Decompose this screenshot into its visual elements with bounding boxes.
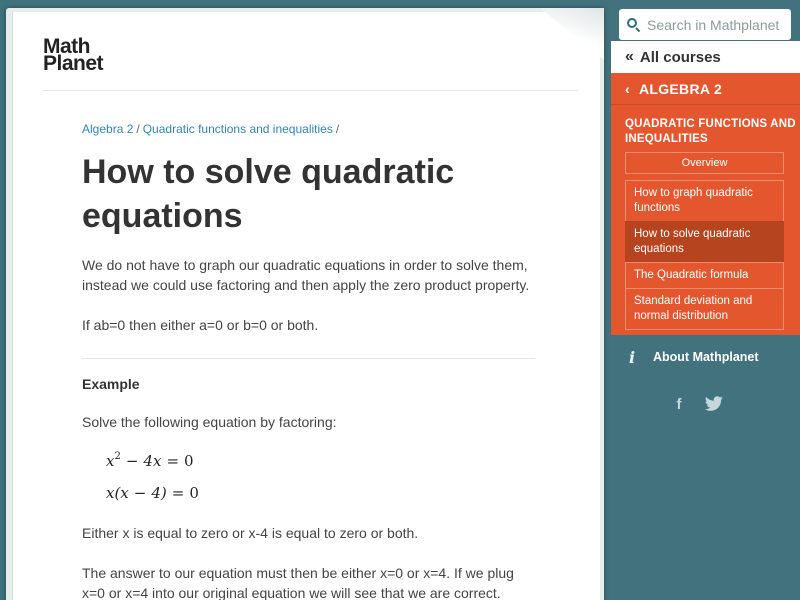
breadcrumb [82,122,537,142]
eq1-base: x [106,452,115,470]
lesson-list [625,180,784,330]
equation-1 [106,444,537,470]
section-title: QUADRATIC FUNCTIONS AND INEQUALITIES [625,118,796,145]
overview-link[interactable]: Overview [625,152,784,174]
breadcrumb-link-algebra-2[interactable]: Algebra 2 [82,122,134,136]
search-box[interactable] [619,9,791,40]
eq2-equals: = [171,484,185,502]
about-mathplanet-link[interactable] [611,343,800,371]
content-divider [82,358,535,359]
logo-line-2: Planet [43,52,104,75]
lesson-link-standard-deviation[interactable]: Standard deviation and normal distribution [625,288,784,330]
double-chevron-left-icon: « [625,48,634,65]
lesson-link-quadratic-formula[interactable]: The Quadratic formula [625,262,784,288]
eq1-rhs: 0 [184,452,194,470]
eq2-inner: 4) [151,484,167,502]
either-paragraph: Either x is equal to zero or x-4 is equal to zero or both. [82,525,419,541]
answer-paragraph: The answer to our equation must then be either x=0 or x=4. If we plug x=0 or x=4 into our original equation we will see that we are correct. [82,565,514,600]
eq1-minus: − [125,452,139,470]
eq1-exponent: 2 [114,451,121,462]
eq1-equals: = [166,452,180,470]
about-label: About Mathplanet [653,350,759,364]
eq2-rhs: 0 [189,484,199,502]
twitter-icon[interactable] [704,396,724,412]
search-input[interactable] [647,17,787,33]
example-intro: Solve the following equation by factoring: [82,414,337,430]
eq1-term: 4x [143,452,162,470]
all-courses-label: All courses [639,48,721,66]
zero-product-paragraph: If ab=0 then either a=0 or b=0 or both. [82,317,319,333]
lesson-link-graph-quadratic[interactable]: How to graph quadratic functions [625,180,784,221]
facebook-icon[interactable]: f [676,395,682,413]
mathplanet-logo[interactable] [43,35,113,75]
eq2-lhs: x(x [106,484,129,502]
example-heading: Example [82,376,140,392]
course-link-algebra-2[interactable] [611,73,800,105]
article [82,122,537,600]
intro-paragraph: We do not have to graph our quadratic equations in order to solve them, instead we could use factoring and then apply the zero product property. [82,257,530,293]
lesson-link-solve-quadratic[interactable]: How to solve quadratic equations [625,221,784,262]
breadcrumb-separator: / [335,122,340,136]
info-icon: i [629,347,636,367]
course-nav-panel [611,73,800,335]
all-courses-link[interactable] [611,41,800,73]
equation-2 [106,480,537,506]
search-icon [627,18,641,32]
breadcrumb-separator: / [136,122,140,136]
chevron-left-icon: ‹ [625,80,630,97]
header-divider [43,90,578,91]
logo-line-1: Math [43,35,90,58]
eq2-minus: − [133,484,147,502]
page-title: How to solve quadratic equations [82,153,455,235]
social-links [672,392,742,416]
course-label: ALGEBRA 2 [638,80,723,97]
breadcrumb-link-quadratic-functions[interactable]: Quadratic functions and inequalities [142,122,333,136]
